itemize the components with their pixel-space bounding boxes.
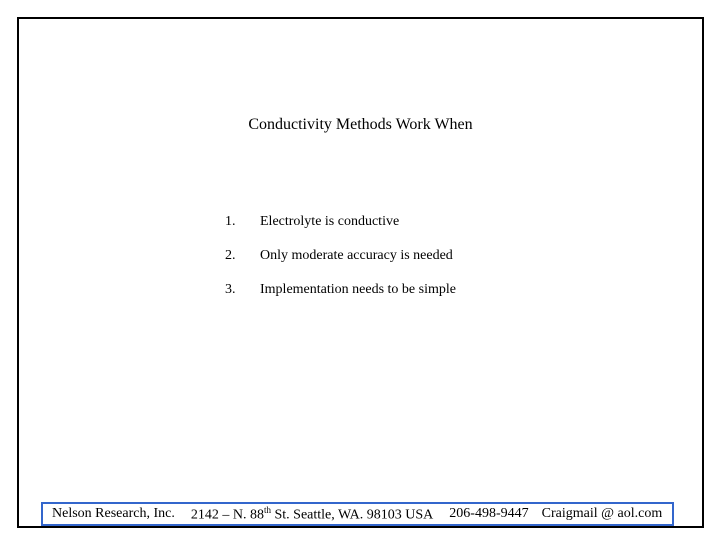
list-item-number: 3. bbox=[225, 282, 236, 297]
footer-email: Craigmail @ aol.com bbox=[541, 506, 663, 521]
footer-phone: 206-498-9447 bbox=[449, 506, 529, 521]
slide bbox=[17, 17, 704, 528]
list-item-text: Electrolyte is conductive bbox=[260, 214, 400, 229]
list-item bbox=[225, 248, 456, 282]
list-item-number: 2. bbox=[225, 248, 236, 263]
footer-address-end: St. Seattle, WA. 98103 USA bbox=[270, 507, 434, 523]
list-item-text: Only moderate accuracy is needed bbox=[260, 248, 453, 263]
footer-address bbox=[191, 505, 433, 524]
list-item bbox=[225, 214, 456, 248]
footer-bar bbox=[41, 502, 674, 526]
slide-title: Conductivity Methods Work When bbox=[248, 116, 473, 133]
list-item bbox=[225, 282, 456, 316]
numbered-list bbox=[225, 214, 456, 316]
footer-address-start: 2142 – N. 88 bbox=[190, 507, 264, 523]
list-item-number: 1. bbox=[225, 214, 236, 229]
footer-company: Nelson Research, Inc. bbox=[52, 506, 175, 521]
list-item-text: Implementation needs to be simple bbox=[260, 282, 456, 297]
footer-address-sup: th bbox=[263, 504, 271, 515]
